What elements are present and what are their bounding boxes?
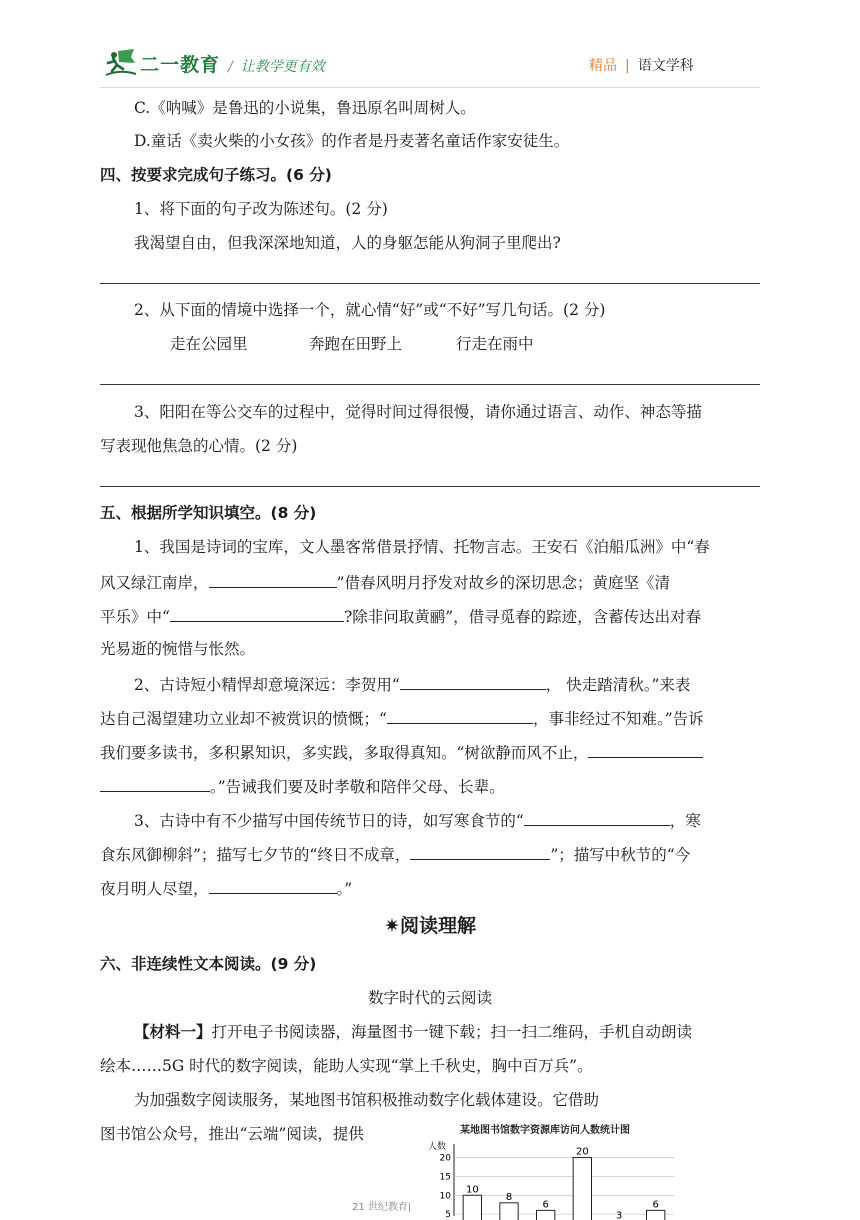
- paragraph2-line1: 为加强数字阅读服务，某地图书馆积极推动数字化载体建设。它借助: [134, 1091, 600, 1109]
- chart-y-tick-label: 15: [439, 1172, 451, 1183]
- fill-blank[interactable]: [410, 843, 550, 860]
- option-c: C.《呐喊》是鲁迅的小说集，鲁迅原名叫周树人。: [134, 99, 476, 117]
- material1-line1: 【材料一】打开电子书阅读器，海量图书一键下载；扫一扫二维码，手机自动朗读: [134, 1023, 693, 1041]
- section4-q1: 1、将下面的句子改为陈述句。(2 分): [134, 200, 388, 218]
- section5-p2-line2: 达自己渴望建功立业却不被赏识的愤慨；“ ，事非经过不知难。”告诉: [100, 707, 704, 729]
- slogan-text: 让教学更有效: [240, 59, 325, 75]
- header-tags: [589, 55, 694, 75]
- chart-bar: [537, 1210, 555, 1220]
- chart-bar: [573, 1158, 591, 1220]
- chart-bar: [463, 1195, 481, 1220]
- chart-title: 某地图书馆数字资源库访问人数统计图: [460, 1125, 630, 1136]
- section5-p1-line1: 1、我国是诗词的宝库，文人墨客常借景抒情、托物言志。王安石《泊船瓜洲》中“春: [134, 538, 710, 556]
- section5-p1-line4: 光易逝的惋惜与怅然。: [100, 640, 256, 658]
- answer-line: [100, 486, 760, 487]
- section6-title: 六、非连续性文本阅读。(9 分): [100, 955, 317, 973]
- scenario-option: 行走在雨中: [456, 335, 534, 353]
- section4-q3-line2: 写表现他焦急的心情。(2 分): [100, 437, 298, 455]
- chart-bar: [647, 1210, 665, 1220]
- sun-burst-icon: ✷: [384, 915, 400, 937]
- section4-q1-sentence: 我渴望自由，但我深深地知道，人的身躯怎能从狗洞子里爬出?: [134, 234, 561, 252]
- slogan: / 让教学更有效: [228, 59, 325, 75]
- section5-p3-line3: 夜月明人尽望， 。”: [100, 877, 352, 899]
- header-separator: |: [625, 58, 630, 74]
- logo-text: 二一教育: [140, 53, 221, 76]
- fill-blank[interactable]: [170, 605, 344, 622]
- chart-data-label: 8: [505, 1191, 513, 1203]
- chart-data-label: 6: [542, 1199, 549, 1211]
- chart-y-tick-label: 20: [439, 1153, 451, 1164]
- fill-blank[interactable]: [209, 571, 337, 588]
- chart-ylabel: 人数: [428, 1142, 447, 1152]
- reading-banner: [330, 913, 530, 939]
- fill-blank[interactable]: [209, 877, 337, 894]
- section5-p3-line2: 食东风御柳斜”；描写七夕节的“终日不成章， ”；描写中秋节的“今: [100, 843, 690, 865]
- reading-banner-text: 阅读理解: [399, 915, 476, 937]
- chart-y-tick-label: 5: [445, 1210, 451, 1220]
- header-divider: [100, 87, 760, 88]
- section5-p1-line2: 风又绿江南岸， ”借春风明月抒发对故乡的深切思念；黄庭坚《清: [100, 571, 670, 593]
- fill-blank[interactable]: [387, 707, 533, 724]
- section4-q2: 2、从下面的情境中选择一个，就心情“好”或“不好”写几句话。(2 分): [134, 301, 606, 319]
- section5-p3-line1: 3、古诗中有不少描写中国传统节日的诗，如写寒食节的“ ，寒: [134, 809, 701, 831]
- section5-p1-line3: 平乐》中“ ?除非问取黄鹂”，借寻觅春的踪迹，含蓄传达出对春: [100, 605, 701, 627]
- answer-line: [100, 384, 760, 385]
- paragraph2-line2: 图书馆公众号，推出“云端”阅读，提供: [100, 1125, 364, 1143]
- chart-svg: [424, 1120, 684, 1220]
- section5-p2-line1: 2、古诗短小精悍却意境深远：李贺用“ ， 快走踏清秋。”来表: [134, 673, 690, 695]
- scenario-option: 走在公园里: [170, 335, 248, 353]
- chart-data-label: 3: [615, 1210, 623, 1220]
- section5-title: 五、根据所学知识填空。(8 分): [100, 504, 317, 522]
- chart-bar: [500, 1203, 518, 1220]
- subject-label: 语文学科: [637, 58, 694, 74]
- watermark: 21 世纪教育|: [352, 1202, 412, 1213]
- running-man-flag-icon: [104, 47, 138, 79]
- section4-title: 四、按要求完成句子练习。(6 分): [100, 166, 332, 184]
- section5-p2-line4: 。”告诫我们要及时孝敬和陪伴父母、长辈。: [100, 775, 505, 797]
- chart-data-label: 10: [465, 1184, 479, 1196]
- fill-blank[interactable]: [100, 775, 210, 792]
- answer-line: [100, 283, 760, 284]
- quality-tag: 精品: [589, 58, 617, 74]
- material1-label: 【材料一】: [134, 1023, 212, 1041]
- fill-blank[interactable]: [588, 741, 703, 758]
- article-title: 数字时代的云阅读: [367, 989, 492, 1007]
- fill-blank[interactable]: [400, 673, 546, 690]
- brand-logo: [104, 46, 220, 80]
- fill-blank[interactable]: [524, 809, 670, 826]
- page-header: [0, 0, 860, 90]
- section4-q3-line1: 3、阳阳在等公交车的过程中，觉得时间过得很慢，请你通过语言、动作、神态等描: [134, 403, 702, 421]
- option-d: D.童话《卖火柴的小女孩》的作者是丹麦著名童话作家安徒生。: [134, 132, 570, 150]
- scenario-option: 奔跑在田野上: [309, 335, 403, 353]
- material1-line2: 绘本……5G 时代的数字阅读，能助人实现“掌上千秋史，胸中百万兵”。: [100, 1057, 593, 1075]
- chart-y-tick-label: 10: [439, 1191, 451, 1202]
- visitor-bar-chart: [424, 1120, 684, 1220]
- chart-data-label: 6: [652, 1199, 659, 1211]
- section5-p2-line3: 我们要多读书，多积累知识，多实践，多取得真知。“树欲静而风不止，: [100, 741, 703, 763]
- chart-data-label: 20: [575, 1146, 589, 1158]
